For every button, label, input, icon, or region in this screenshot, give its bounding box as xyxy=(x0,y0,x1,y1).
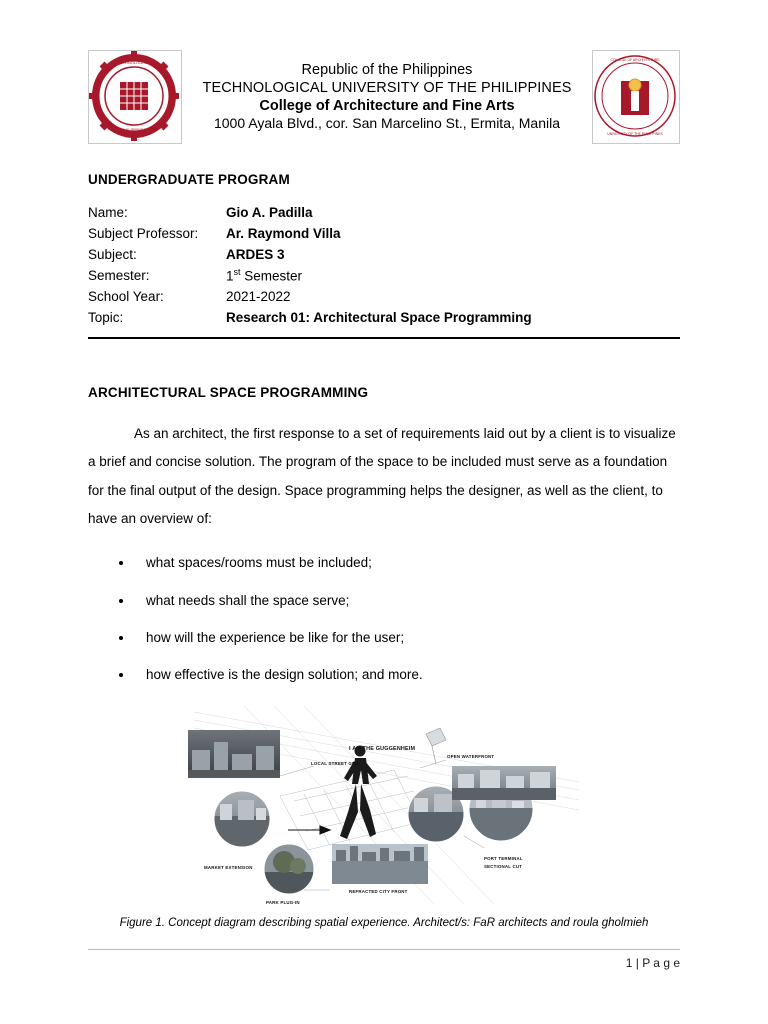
semester-number: 1 xyxy=(226,268,234,284)
body-paragraph xyxy=(88,420,680,533)
info-table xyxy=(88,203,680,329)
bullet-list xyxy=(88,555,680,683)
figure-label-refracted-city-front: REFRACTED CITY FRONT xyxy=(349,889,408,895)
info-label-name: Name: xyxy=(88,205,128,220)
cafa-seal-graphic xyxy=(593,51,677,141)
figure-photo-topleft xyxy=(188,730,280,778)
svg-text:TECHNOLOGICAL: TECHNOLOGICAL xyxy=(116,60,152,65)
cafa-seal xyxy=(592,50,680,144)
page-separator: | xyxy=(632,956,643,970)
header-divider xyxy=(88,337,680,339)
figure-photo-center xyxy=(332,844,428,884)
page-word: P a g e xyxy=(642,956,680,970)
svg-text:UNIVERSITY OF THE PHILIPPINES: UNIVERSITY OF THE PHILIPPINES xyxy=(607,132,663,136)
info-label-topic: Topic: xyxy=(88,310,124,326)
figure-label-guggenheim: I AM THE GUGGENHEIM xyxy=(349,746,416,753)
semester-ordinal: st xyxy=(233,266,241,277)
concept-diagram xyxy=(184,704,584,909)
info-label-school-year: School Year: xyxy=(88,289,164,305)
tup-seal-graphic xyxy=(89,51,179,141)
info-label-professor: Subject Professor: xyxy=(88,225,199,241)
paragraph-text: As an architect, the first response to a set of requirements laid out by a client is to visualize a brief and concise solution. The program of the space to be included must serve as a foundation for the final output of the design. Space programming helps the designer, as well as the client, to have an overview of: xyxy=(88,426,676,527)
info-label-subject: Subject: xyxy=(88,246,137,262)
list-item: • what needs shall the space serve; xyxy=(134,593,680,609)
info-row-semester xyxy=(88,266,680,287)
list-item: • how effective is the design solution; and more. xyxy=(134,667,680,683)
figure-label-sectional-cut: SECTIONAL CUT xyxy=(484,864,523,870)
svg-text:COLLEGE OF ARCHITECTURE: COLLEGE OF ARCHITECTURE xyxy=(610,58,660,62)
figure-1-graphic xyxy=(184,704,584,909)
program-heading: UNDERGRADUATE PROGRAM xyxy=(88,172,290,187)
letterhead-line-3: College of Architecture and Fine Arts xyxy=(259,98,515,115)
list-item: • what spaces/rooms must be included; xyxy=(134,555,680,571)
figure-label-port-terminal: PORT TERMINAL xyxy=(484,856,523,862)
figure-photo-topright xyxy=(452,766,556,800)
info-row-name xyxy=(88,203,680,224)
letterhead-line-1: Republic of the Philippines xyxy=(301,62,473,79)
footer-divider xyxy=(88,949,680,950)
figure-caption: Figure 1. Concept diagram describing spatial experience. Architect/s: FaR architects and roula gholmieh xyxy=(119,917,649,930)
info-value-topic: Research 01: Architectural Space Programming xyxy=(226,310,532,326)
letterhead-text xyxy=(182,61,592,133)
info-value-semester xyxy=(226,266,302,287)
info-row-school-year xyxy=(88,287,680,308)
body-heading: ARCHITECTURAL SPACE PROGRAMMING xyxy=(88,385,369,401)
letterhead-line-2: TECHNOLOGICAL UNIVERSITY OF THE PHILIPPINES xyxy=(202,80,572,97)
figure-silhouette xyxy=(340,746,377,840)
figure-arrow xyxy=(288,826,330,834)
info-value-professor: Ar. Raymond Villa xyxy=(226,225,341,241)
page-number-block xyxy=(88,956,680,970)
letterhead-line-4: 1000 Ayala Blvd., cor. San Marcelino St., Ermita, Manila xyxy=(213,115,561,132)
semester-word: Semester xyxy=(240,268,303,284)
info-row-professor xyxy=(88,224,680,245)
page-number: 1 xyxy=(625,956,633,970)
letterhead xyxy=(88,50,680,144)
page-footer xyxy=(88,949,680,970)
figure-label-open-waterfront: OPEN WATERFRONT xyxy=(447,754,495,760)
svg-text:PHILIPPINES: PHILIPPINES xyxy=(121,127,147,132)
info-value-name: Gio A. Padilla xyxy=(226,205,313,220)
figure-label-market-extension: MARKET EXTENSION xyxy=(204,865,253,871)
figure-waterfront-icon xyxy=(426,728,446,764)
info-row-subject xyxy=(88,245,680,266)
figure-1 xyxy=(88,704,680,909)
info-row-topic xyxy=(88,308,680,329)
tup-seal xyxy=(88,50,182,144)
list-item: • how will the experience be like for the user; xyxy=(134,630,680,646)
info-value-school-year: 2021-2022 xyxy=(226,289,291,305)
info-value-subject: ARDES 3 xyxy=(226,246,285,262)
figure-label-park-plugin: PARK PLUG-IN xyxy=(266,900,300,906)
info-label-semester: Semester: xyxy=(88,267,150,283)
figure-label-street-grid: LOCAL STREET GRID xyxy=(311,761,361,767)
